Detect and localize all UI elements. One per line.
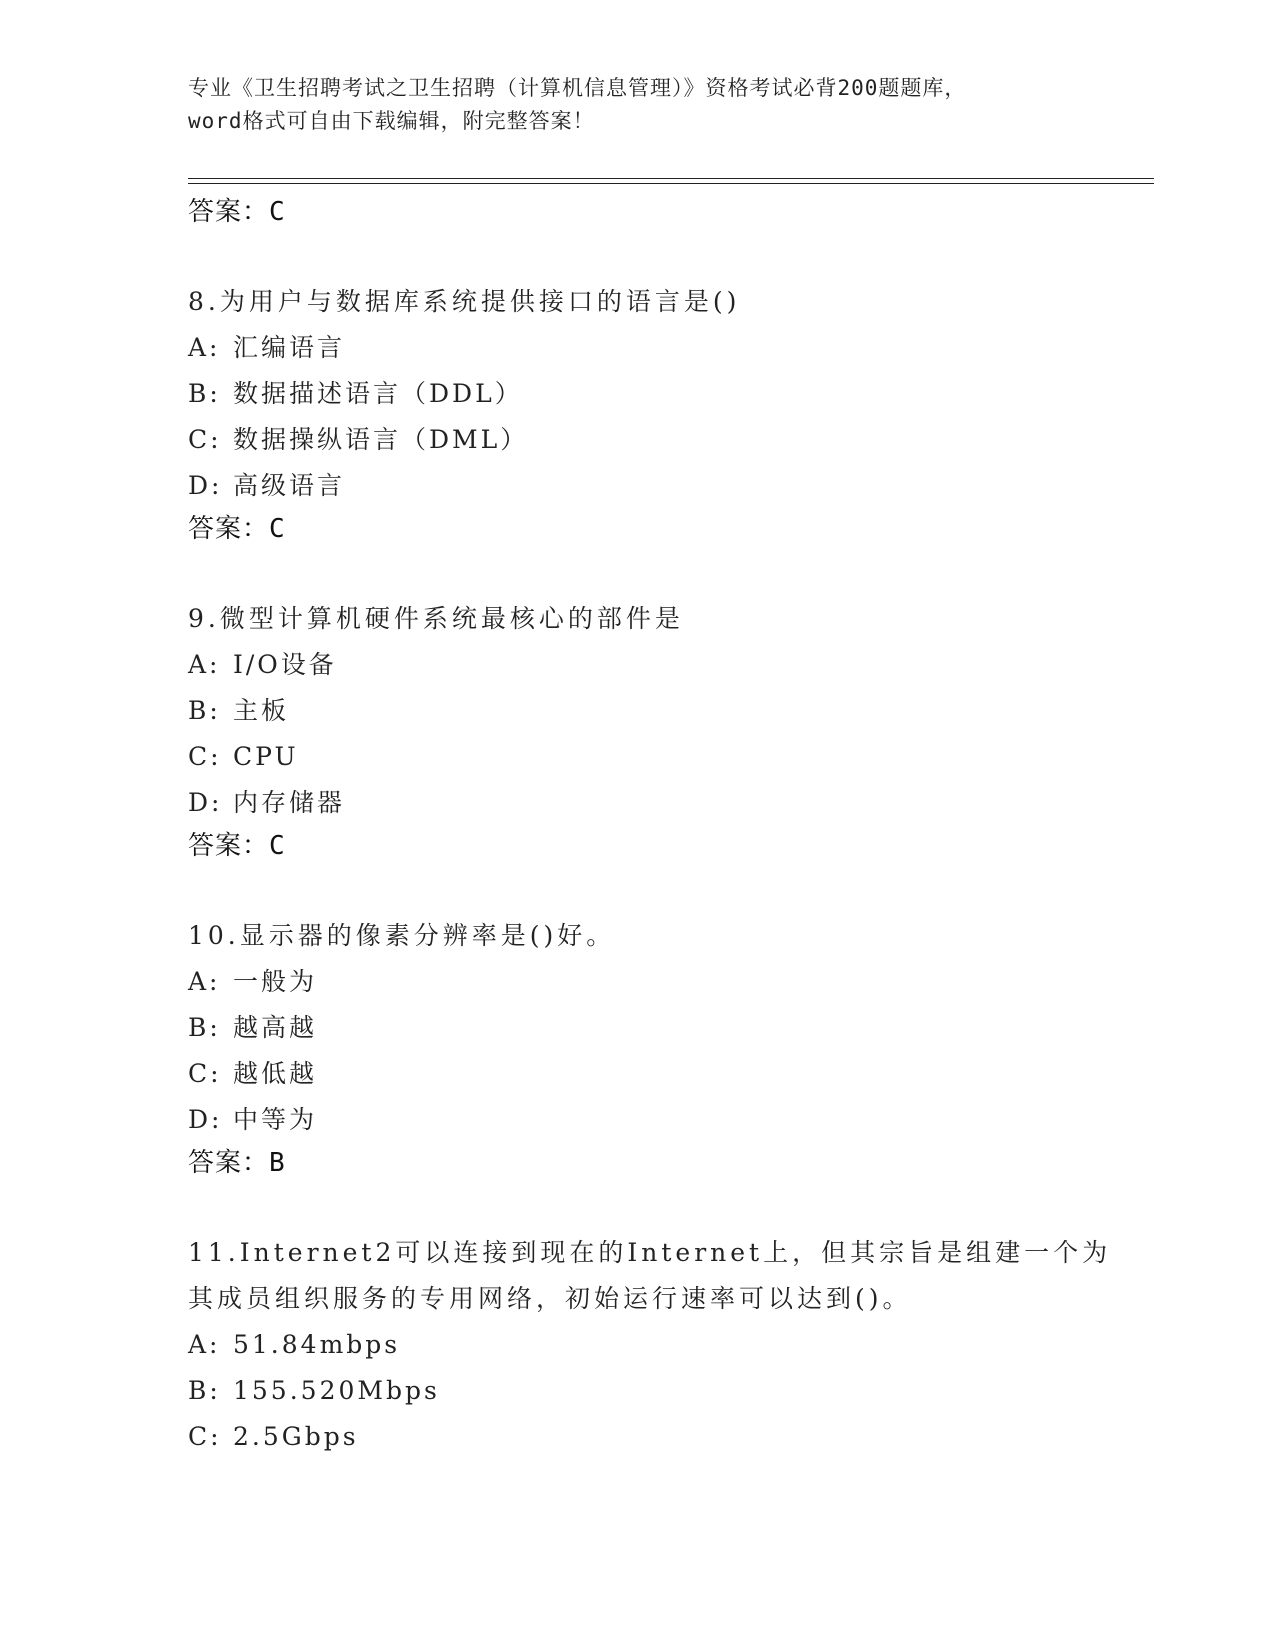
option-text: 内存储器 (233, 788, 346, 817)
document-header (188, 72, 1088, 138)
option-text: 中等为 (233, 1105, 318, 1134)
question-block (188, 596, 1138, 866)
option-key: B: (188, 1376, 221, 1405)
option-key: C: (188, 742, 222, 771)
option-row (188, 1005, 1138, 1051)
option-row (188, 371, 1138, 417)
option-key: C: (188, 1422, 222, 1451)
option-row (188, 417, 1138, 463)
option-row (188, 1322, 1138, 1368)
option-key: D: (188, 788, 223, 817)
option-text: 高级语言 (233, 471, 346, 500)
question-block (188, 913, 1138, 1183)
option-row (188, 688, 1138, 734)
option-row (188, 780, 1138, 826)
answer-line: 答案：B (188, 1148, 286, 1178)
answer-line: 答案：C (188, 831, 286, 861)
option-text: 汇编语言 (233, 333, 346, 362)
option-row (188, 642, 1138, 688)
option-key: B: (188, 1013, 221, 1042)
option-row (188, 1097, 1138, 1143)
option-row (188, 1051, 1138, 1097)
option-key: A: (188, 650, 221, 679)
header-divider (188, 178, 1154, 184)
answer-line: 答案：C (188, 197, 286, 227)
question-stem: 9.微型计算机硬件系统最核心的部件是 (188, 604, 684, 633)
option-key: C: (188, 425, 222, 454)
option-row (188, 1414, 1138, 1460)
option-row (188, 734, 1138, 780)
question-stem: 10.显示器的像素分辨率是()好。 (188, 921, 616, 950)
option-key: B: (188, 379, 221, 408)
option-text: 数据操纵语言（DML） (233, 425, 529, 454)
header-line-1: 专业《卫生招聘考试之卫生招聘（计算机信息管理）》资格考试必背200题题库， (188, 76, 967, 100)
option-text: 数据描述语言（DDL） (233, 379, 523, 408)
option-text: 2.5Gbps (233, 1422, 359, 1451)
option-key: A: (188, 333, 221, 362)
option-key: D: (188, 471, 223, 500)
option-row (188, 463, 1138, 509)
option-key: A: (188, 1330, 221, 1359)
option-text: 主板 (233, 696, 290, 725)
question-list (188, 192, 1138, 1460)
option-key: A: (188, 967, 221, 996)
answer-line: 答案：C (188, 514, 286, 544)
option-row (188, 325, 1138, 371)
option-row (188, 1368, 1138, 1414)
option-text: 155.520Mbps (233, 1376, 440, 1405)
option-text: 51.84mbps (233, 1330, 401, 1359)
option-text: CPU (233, 742, 299, 771)
option-text: I/O设备 (233, 650, 337, 679)
question-stem: 8.为用户与数据库系统提供接口的语言是() (188, 287, 741, 316)
header-line-2: word格式可自由下载编辑，附完整答案！ (188, 109, 595, 133)
option-key: D: (188, 1105, 223, 1134)
option-key: C: (188, 1059, 222, 1088)
questions-container (188, 279, 1138, 1460)
question-stem: 11.Internet2可以连接到现在的Internet上，但其宗旨是组建一个为其成员组织服务的专用网络，初始运行速率可以达到()。 (188, 1238, 1112, 1313)
option-text: 一般为 (233, 967, 318, 996)
option-key: B: (188, 696, 221, 725)
option-text: 越低越 (233, 1059, 318, 1088)
question-block (188, 279, 1138, 549)
option-text: 越高越 (233, 1013, 318, 1042)
question-block (188, 1230, 1138, 1460)
option-row (188, 959, 1138, 1005)
